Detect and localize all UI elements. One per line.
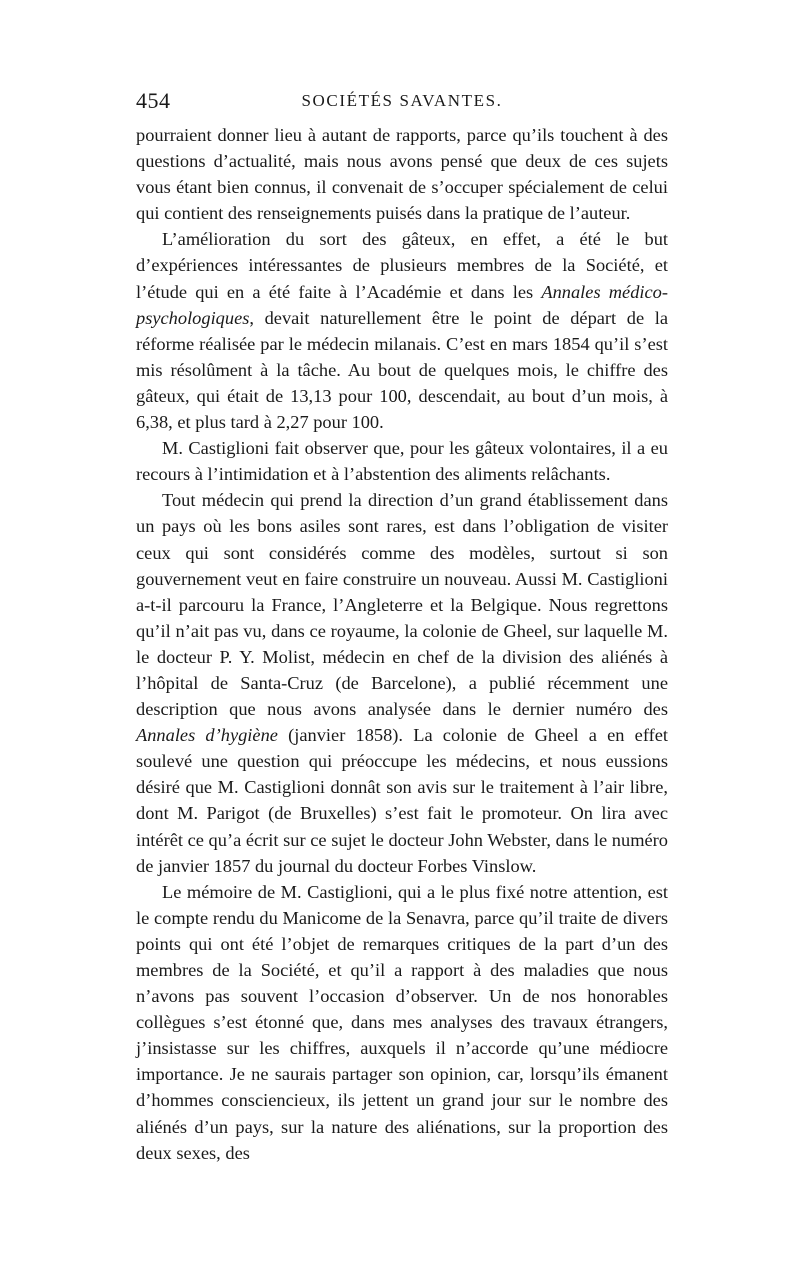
italic-title: Annales d’hygiène — [136, 725, 278, 746]
paragraph — [136, 435, 668, 487]
page-number: 454 — [136, 88, 171, 113]
text-run: L’amélioration du sort des gâteux, en effet, a été le but d’expériences intéressantes de plusieurs membres de la Société, et l’étude qui en a été faite à l’Académie et dans les — [136, 229, 668, 302]
running-title: SOCIÉTÉS SAVANTES. — [301, 91, 503, 110]
running-header — [136, 88, 668, 122]
text-run: pourraient donner lieu à autant de rapports, parce qu’ils touchent à des questions d’actualité, mais nous avons pensé que deux de ces sujets vous étant bien connus, il convenait de s’occuper spécialement de celui qui contient des renseignements puisés dans la pratique de l’auteur. — [136, 125, 668, 224]
book-page — [136, 88, 668, 1166]
body-text — [136, 122, 668, 1166]
paragraph — [136, 122, 668, 226]
text-run: Le mémoire de M. Castiglioni, qui a le plus fixé notre attention, est le compte rendu du Manicome de la Senavra, parce qu’il traite de divers points qui ont été l’objet de remarques critiques de la part d’un des membres de la Société, et qu’il a rapport à des maladies que nous n’avons pas souvent l’occasion d’observer. Un de nos honorables collègues s’est étonné que, dans mes analyses des travaux étrangers, j’insistasse sur les chiffres, auxquels il n’accorde qu’une médiocre importance. Je ne saurais partager son opinion, car, lorsqu’ils émanent d’hommes consciencieux, ils jettent un grand jour sur le nombre des aliénés d’un pays, sur la nature des aliénations, sur la proportion des deux sexes, des — [136, 881, 668, 1163]
text-run: Tout médecin qui prend la direction d’un grand établissement dans un pays où les bons asiles sont rares, est dans l’obligation de visiter ceux qui sont considérés comme des modèles, surtout si son gouvernement veut en faire construire un nouveau. Aussi M. Castiglioni a-t-il parcouru la France, l’Angleterre et la Belgique. Nous regrettons qu’il n’ait pas vu, dans ce royaume, la colonie de Gheel, sur laquelle M. le docteur P. Y. Molist, médecin en chef de la division des aliénés à l’hôpital de Santa-Cruz (de Barcelone), a publié récemment une description que nous avons analysée dans le dernier numéro des — [136, 490, 668, 720]
paragraph — [136, 226, 668, 435]
text-run: , devait naturellement être le point de départ de la réforme réalisée par le médecin milanais. C’est en mars 1854 qu’il s’est mis résolûment à la tâche. Au bout de quelques mois, le chiffre des gâteux, qui était de 13,13 pour 100, descendait, au bout d’un mois, à 6,38, et plus tard à 2,27 pour 100. — [136, 307, 668, 433]
paragraph — [136, 487, 668, 878]
text-run: M. Castiglioni fait observer que, pour les gâteux volontaires, il a eu recours à l’intimidation et à l’abstention des aliments relâchants. — [136, 438, 668, 485]
paragraph — [136, 879, 668, 1166]
text-run: (janvier 1858). La colonie de Gheel a en effet soulevé une question qui préoccupe les médecins, et nous eussions désiré que M. Castiglioni donnât son avis sur le traitement à l’air libre, dont M. Parigot (de Bruxelles) s’est fait le promoteur. On lira avec intérêt ce qu’a écrit sur ce sujet le docteur John Webster, dans le numéro de janvier 1857 du journal du docteur Forbes Vinslow. — [136, 725, 669, 876]
italic-title: Annales médico-psychologiques — [136, 281, 669, 328]
